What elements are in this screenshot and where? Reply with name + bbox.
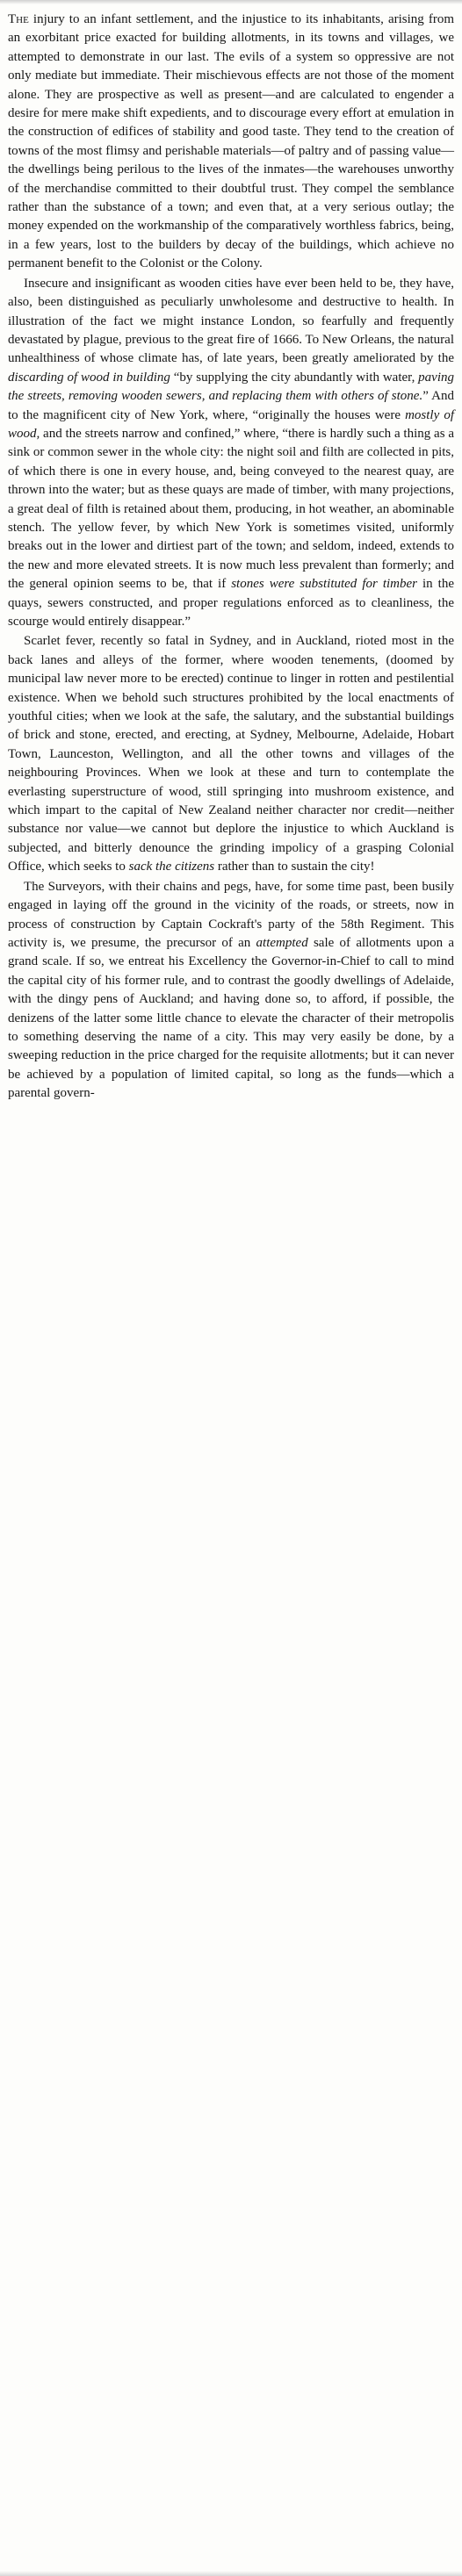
paragraph-building-allotments [8,11,454,274]
italic-phrase: attempted [256,935,308,950]
paragraph-wooden-cities-health [8,275,454,632]
italic-phrase: discarding of wood in building [8,370,170,385]
paragraph-text: in the quays, sewers constructed, and proper regulations enforced as to cleanliness, the scourge would entirely disappear.” [8,577,454,629]
paragraph-text: “by supplying the city abundantly with water, [170,370,419,385]
paragraph-text: injury to an infant settlement, and the injustice to its inhabitants, arising from an exorbitant price exacted for building allotments, in its towns and villages, we attempted to demonstrate in our last. The evils of a system so oppressive are not only mediate but immediate. Their mischievous effects are not those of the moment alone. They are prospective as well as present—and are calculated to engender a desire for mere make shift expedients, and to discourage every effort at emulation in the construction of edifices of stability and good taste. They tend to the creation of towns of the most flimsy and perishable materials—of paltry and of passing value—the dwellings being perilous to the lives of the inmates—the warehouses unworthy of the merchandise committed to their doubtful trust. They compel the semblance rather than the substance of a town; and even that, at a very serious outlay; the money expended on the workmanship of the comparatively worthless fabrics, being, in a few years, lost to the builders by decay of the buildings, which achieve no permanent benefit to the Colonist or the Colony. [8,12,454,271]
clipped-bottom-edge [0,2571,462,2576]
italic-phrase: mostly of wood, [8,407,454,441]
paragraph-text: rather than to sustain the city! [214,860,375,874]
paragraph-surveyors [8,878,454,1104]
paragraph-text: Scarlet fever, recently so fatal in Sydney, and in Auckland, rioted most in the back lanes and alleys of the former, where wooden tenements, (doomed by municipal law never more to be erected) continue to linger in rotten and pestilential existence. When we behold such structures prohibited by the local enactments of youthful cities; when we look at the safe, the salutary, and the substantial buildings of brick and stone, erected, and erecting, at Sydney, Melbourne, Adelaide, Hobart Town, Launceston, Wellington, and all the other towns and villages of the neighbouring Provinces. When we look at these and turn to contemplate the everlasting superstructure of wood, still springing into mushroom existence, and which impart to the capital of New Zealand neither character nor credit—neither substance nor value—we cannot but deplore the injustice to which Auckland is subjected, and bitterly denounce the grinding impolicy of a grasping Colonial Office, which seeks to [8,634,454,874]
paragraph-text: sale of allotments upon a grand scale. If so, we entreat his Excellency the Governor-in-Chief to call to mind the capital city of his former rule, and to contrast the goodly dwellings of Adelaide, with the dingy pens of Auckland; and having done so, to afford, if possible, the denizens of the latter some little chance to elevate the character of their metropolis to something deserving the name of a city. This may very easily be done, by a sweeping reduction in the price charged for the requisite allotments; but it can never be achieved by a population of limited capital, so long as the funds—which a parental govern- [8,935,454,1101]
paragraph-text: and the streets narrow and confined,” where, “there is hardly such a thing as a sink or common sewer in the whole city: the night soil and filth are collected in pits, of which there is one in every house, and, being conveyed to the nearest quay, are thrown into the water; but as these quays are made of timber, with many projections, a great deal of filth is retained about them, producing, in hot weather, an abominable stench. The yellow fever, by which New York is sometimes visited, uniformly breaks out in the lower and dirtiest part of the town; and seldom, indeed, extends to the new and more elevated streets. It is now much less prevalent than formerly; and the general opinion seems to be, that if [8,426,454,592]
italic-phrase: paving the streets, removing wooden sewers, and replacing them with others of stone. [8,370,454,404]
paragraph-text: ” And to the magnificent city of New York, where, “originally the houses were [8,389,455,422]
paragraph-scarlet-fever [8,632,454,876]
paragraph-text: The Surveyors, with their chains and pegs, have, for some time past, been busily engaged in laying off the ground in the vicinity of the roads, or streets, now in process of construction by Captain Cockraft's party of the 58th Regiment. This activity is, we presume, the precursor of an [8,879,454,950]
article-column [8,11,454,1104]
paragraph-text: Insecure and insignificant as wooden cities have ever been held to be, they have, also, been distinguished as peculiarly unwholesome and destructive to health. In illustration of the fact we might instance London, so fearfully and frequently devastated by plague, previous to the great fire of 1666. To New Orleans, the natural unhealthiness of whose climate has, of late years, been greatly ameliorated by the [8,276,454,366]
italic-phrase: sack the citizens [128,860,215,874]
italic-phrase: stones were substituted for timber [231,577,417,592]
clipped-top-edge [0,0,462,4]
opening-word: The [8,12,29,26]
